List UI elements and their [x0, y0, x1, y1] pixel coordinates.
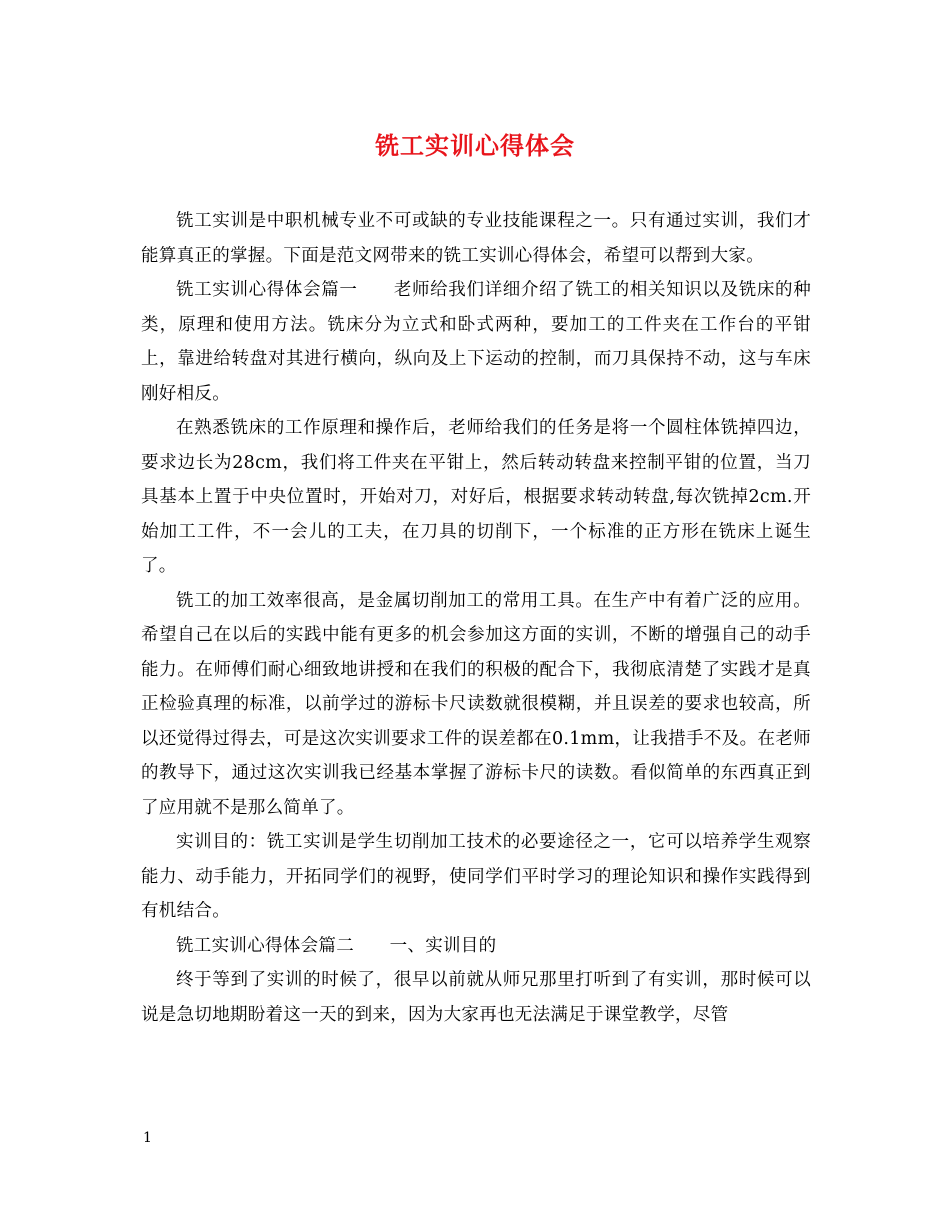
- paragraph-part-two-body: 终于等到了实训的时候了，很早以前就从师兄那里打听到了有实训，那时候可以说是急切地期盼着这一天的到来，因为大家再也无法满足于课堂教学，尽管: [141, 970, 811, 1025]
- paragraph-part-one: 铣工实训心得体会篇一 老师给我们详细介绍了铣工的相关知识以及铣床的种类，原理和使用方法。铣床分为立式和卧式两种，要加工的工件夹在工作台的平钳上，靠进给转盘对其进行横向，纵向及上下运动的控制，而刀具保持不动，这与车床刚好相反。: [141, 280, 811, 404]
- paragraph-efficiency: 铣工的加工效率很高，是金属切削加工的常用工具。在生产中有着广泛的应用。希望自己在以后的实践中能有更多的机会参加这方面的实训，不断的增强自己的动手能力。在师傅们耐心细致地讲授和在我们的积极的配合下，我彻底清楚了实践才是真正检验真理的标准，以前学过的游标卡尺读数就很模糊，并且误差的要求也较高，所以还觉得过得去，可是这次实训要求工件的误差都在0.1mm，让我措手不及。在老师的教导下，通过这次实训我已经基本掌握了游标卡尺的读数。看似简单的东西真正到了应用就不是那么简单了。: [141, 590, 811, 818]
- paragraph-part-two-heading: 铣工实训心得体会篇二 一、实训目的: [176, 935, 497, 956]
- document-body: [141, 204, 811, 1032]
- document-title: 铣工实训心得体会: [375, 131, 575, 160]
- paragraph-purpose: 实训目的：铣工实训是学生切削加工技术的必要途径之一，它可以培养学生观察能力、动手能力，开拓同学们的视野，使同学们平时学习的理论知识和操作实践得到有机结合。: [141, 832, 811, 921]
- paragraph-intro: 铣工实训是中职机械专业不可或缺的专业技能课程之一。只有通过实训，我们才能算真正的掌握。下面是范文网带来的铣工实训心得体会，希望可以帮到大家。: [141, 211, 811, 266]
- paragraph-milling-task: 在熟悉铣床的工作原理和操作后，老师给我们的任务是将一个圆柱体铣掉四边，要求边长为28cm，我们将工件夹在平钳上，然后转动转盘来控制平钳的位置，当刀具基本上置于中央位置时，开始对刀，对好后，根据要求转动转盘,每次铣掉2cm.开始加工工件，不一会儿的工夫，在刀具的切削下，一个标准的正方形在铣床上诞生了。: [141, 418, 811, 576]
- page-number: 1: [143, 1130, 152, 1146]
